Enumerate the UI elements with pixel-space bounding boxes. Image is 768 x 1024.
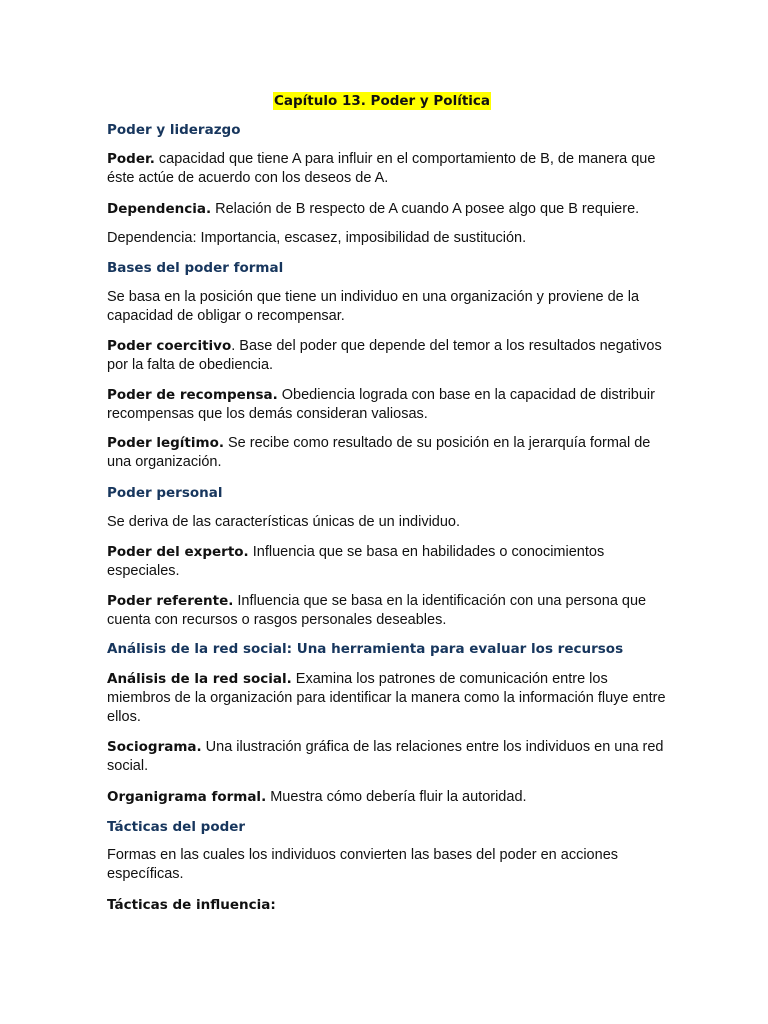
paragraph-dependencia-factores: Dependencia: Importancia, escasez, imposibilidad de sustitución. [107, 230, 527, 246]
paragraph-poder-personal: Se deriva de las características únicas de un individuo. [107, 514, 461, 530]
section-heading-tacticas-poder: Tácticas del poder [107, 819, 246, 835]
term-poder: Poder. [107, 151, 155, 167]
term-poder-legitimo: Poder legítimo. [107, 435, 224, 451]
definition-analisis-red-social: Examina los patrones de comunicación entre los miembros de la organización para identificar la manera como la información fluye entre ellos. [107, 671, 666, 725]
definition-poder-referente: Influencia que se basa en la identificación con una persona que cuenta con recursos o rasgos personales deseables. [107, 593, 647, 628]
term-poder-coercitivo: Poder coercitivo [107, 338, 232, 354]
paragraph-organigrama-formal [107, 788, 667, 807]
section-heading-bases-poder-formal: Bases del poder formal [107, 260, 284, 276]
term-sociograma: Sociograma. [107, 739, 202, 755]
chapter-title-text: Capítulo 13. Poder y Política [273, 93, 491, 109]
definition-organigrama-formal: Muestra cómo debería fluir la autoridad. [266, 789, 527, 805]
definition-poder-legitimo: Se recibe como resultado de su posición en la jerarquía formal de una organización. [107, 435, 651, 470]
term-poder-referente: Poder referente. [107, 593, 234, 609]
term-tacticas-influencia: Tácticas de influencia: [107, 897, 276, 913]
paragraph-poder-legitimo [107, 434, 667, 472]
paragraph-poder-experto [107, 543, 667, 581]
paragraph-tacticas-poder: Formas en las cuales los individuos convierten las bases del poder en acciones específicas. [107, 847, 619, 882]
paragraph-dependencia [107, 200, 667, 219]
definition-poder-coercitivo: . Base del poder que depende del temor a los resultados negativos por la falta de obediencia. [107, 338, 662, 373]
paragraph-poder-recompensa [107, 386, 667, 424]
section-heading-poder-personal: Poder personal [107, 485, 223, 501]
paragraph-poder [107, 150, 667, 188]
definition-poder: capacidad que tiene A para influir en el comportamiento de B, de manera que éste actúe de acuerdo con los deseos de A. [107, 151, 656, 186]
chapter-title [107, 92, 657, 111]
term-poder-experto: Poder del experto. [107, 544, 249, 560]
term-analisis-red-social: Análisis de la red social. [107, 671, 292, 687]
paragraph-poder-coercitivo [107, 337, 667, 375]
definition-poder-recompensa: Obediencia lograda con base en la capacidad de distribuir recompensas que los demás consideran valiosas. [107, 387, 655, 422]
paragraph-poder-referente [107, 592, 667, 630]
paragraph-sociograma [107, 738, 667, 776]
term-organigrama-formal: Organigrama formal. [107, 789, 267, 805]
section-heading-analisis-red-social: Análisis de la red social: Una herramienta para evaluar los recursos [107, 641, 624, 657]
definition-dependencia: Relación de B respecto de A cuando A posee algo que B requiere. [211, 201, 640, 217]
definition-sociograma: Una ilustración gráfica de las relaciones entre los individuos en una red social. [107, 739, 664, 774]
definition-poder-experto: Influencia que se basa en habilidades o conocimientos especiales. [107, 544, 605, 579]
term-dependencia: Dependencia. [107, 201, 212, 217]
section-heading-poder-liderazgo: Poder y liderazgo [107, 122, 241, 138]
term-poder-recompensa: Poder de recompensa. [107, 387, 278, 403]
paragraph-poder-formal: Se basa en la posición que tiene un individuo en una organización y proviene de la capacidad de obligar o recompensar. [107, 289, 640, 324]
paragraph-analisis-red-social [107, 670, 667, 727]
